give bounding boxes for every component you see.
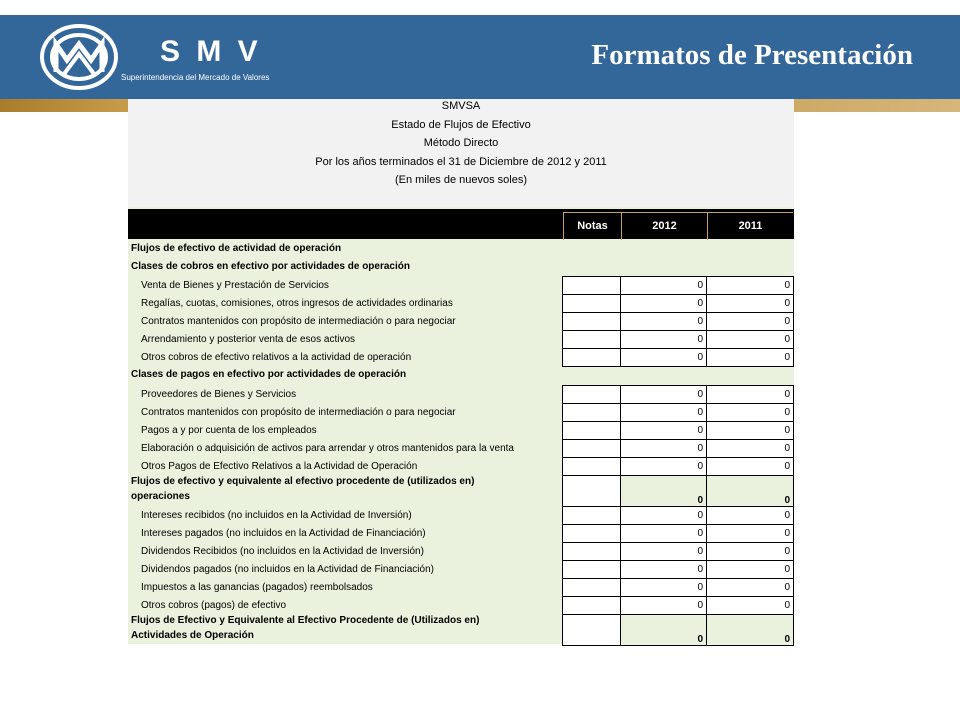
value-2011-cell: 0: [706, 348, 794, 367]
line-item-row: [128, 542, 794, 560]
value-2012-cell: 0: [620, 330, 707, 349]
row-label: Contratos mantenidos con propósito de intermediación o para negociar: [141, 316, 456, 327]
notas-cell: [562, 385, 621, 404]
value-2011-cell: 0: [706, 506, 794, 525]
row-label: Clases de pagos en efectivo por actividades de operación: [131, 369, 407, 380]
value-2011-cell: 0: [706, 330, 794, 349]
row-label: Intereses recibidos (no incluidos en la Actividad de Inversión): [141, 510, 412, 521]
column-header-2012: 2012: [621, 212, 707, 240]
line-item-row: [128, 421, 794, 439]
value-2011-cell: 0: [706, 294, 794, 313]
notas-cell: [562, 560, 621, 579]
notas-cell: [562, 614, 621, 646]
row-label-continued: operaciones: [131, 491, 190, 502]
logo-subtitle: Superintendencia del Mercado de Valores: [121, 73, 270, 82]
row-label: Elaboración o adquisición de activos para arrendar y otros mantenidos para la venta: [141, 443, 514, 454]
value-2011-cell: 0: [706, 596, 794, 615]
row-label: Otros cobros (pagos) de efectivo: [141, 600, 287, 611]
value-2012-cell: 0: [620, 475, 707, 507]
notas-cell: [562, 578, 621, 597]
row-label: Impuestos a las ganancias (pagados) reembolsados: [141, 582, 373, 593]
row-label: Otros cobros de efectivo relativos a la actividad de operación: [141, 352, 412, 363]
row-label: Proveedores de Bienes y Servicios: [141, 389, 297, 400]
line-item-row: [128, 506, 794, 524]
line-item-row: [128, 385, 794, 403]
row-label: Otros Pagos de Efectivo Relativos a la Actividad de Operación: [141, 461, 418, 472]
cash-flow-statement: [128, 99, 794, 644]
statement-period: Por los años terminados el 31 de Diciembre de 2012 y 2011: [315, 156, 607, 168]
statement-title-block: [128, 99, 794, 207]
section-header-row: [128, 369, 794, 382]
logo-text: S M V: [160, 35, 262, 68]
value-2011-cell: 0: [706, 524, 794, 543]
notas-cell: [562, 475, 621, 507]
row-label: Intereses pagados (no incluidos en la Actividad de Financiación): [141, 528, 426, 539]
value-2012-cell: 0: [620, 385, 707, 404]
value-2012-cell: 0: [620, 542, 707, 561]
row-label: Dividendos Recibidos (no incluidos en la Actividad de Inversión): [141, 546, 424, 557]
line-item-row: [128, 524, 794, 542]
notas-cell: [562, 421, 621, 440]
value-2012-cell: 0: [620, 560, 707, 579]
line-item-row: [128, 348, 794, 366]
notas-cell: [562, 506, 621, 525]
value-2012-cell: 0: [620, 614, 707, 646]
value-2011-cell: 0: [706, 475, 794, 507]
value-2011-cell: 0: [706, 578, 794, 597]
section-header-row: [128, 261, 794, 274]
subtotal-row: [128, 475, 794, 506]
row-label: Clases de cobros en efectivo por actividades de operación: [131, 261, 410, 272]
value-2012-cell: 0: [620, 457, 707, 476]
row-label-continued: Actividades de Operación: [131, 630, 254, 641]
value-2012-cell: 0: [620, 348, 707, 367]
notas-cell: [562, 294, 621, 313]
value-2011-cell: 0: [706, 276, 794, 295]
notas-cell: [562, 403, 621, 422]
value-2012-cell: 0: [620, 421, 707, 440]
statement-units: (En miles de nuevos soles): [394, 174, 528, 186]
line-item-row: [128, 276, 794, 294]
line-item-row: [128, 403, 794, 421]
row-label: Pagos a y por cuenta de los empleados: [141, 425, 317, 436]
notas-cell: [562, 330, 621, 349]
line-item-row: [128, 457, 794, 475]
value-2012-cell: 0: [620, 294, 707, 313]
value-2011-cell: 0: [706, 614, 794, 646]
value-2011-cell: 0: [706, 312, 794, 331]
row-label: Flujos de Efectivo y Equivalente al Efectivo Procedente de (Utilizados en): [131, 615, 480, 626]
row-label: Arrendamiento y posterior venta de esos activos: [141, 334, 355, 345]
line-item-row: [128, 578, 794, 596]
row-label: Flujos de efectivo y equivalente al efectivo procedente de (utilizados en): [131, 476, 475, 487]
subtotal-row: [128, 614, 794, 645]
value-2012-cell: 0: [620, 403, 707, 422]
page-title: Formatos de Presentación: [591, 39, 913, 71]
notas-cell: [562, 457, 621, 476]
value-2011-cell: 0: [706, 439, 794, 458]
value-2012-cell: 0: [620, 578, 707, 597]
company-name: SMVSA: [441, 100, 481, 112]
notas-cell: [562, 348, 621, 367]
statement-method: Método Directo: [423, 137, 499, 149]
notas-cell: [562, 276, 621, 295]
value-2012-cell: 0: [620, 506, 707, 525]
value-2012-cell: 0: [620, 596, 707, 615]
column-header-notas: Notas: [563, 212, 621, 240]
smv-logo-icon: [40, 24, 118, 90]
line-item-row: [128, 560, 794, 578]
value-2012-cell: 0: [620, 524, 707, 543]
value-2011-cell: 0: [706, 385, 794, 404]
section-header-row: [128, 243, 794, 256]
line-item-row: [128, 330, 794, 348]
value-2011-cell: 0: [706, 403, 794, 422]
row-label: Regalías, cuotas, comisiones, otros ingresos de actividades ordinarias: [141, 298, 453, 309]
notas-cell: [562, 596, 621, 615]
row-label: Contratos mantenidos con propósito de intermediación o para negociar: [141, 407, 456, 418]
line-item-row: [128, 596, 794, 614]
statement-name: Estado de Flujos de Efectivo: [391, 119, 531, 131]
line-item-row: [128, 439, 794, 457]
notas-cell: [562, 524, 621, 543]
column-header-2011: 2011: [707, 212, 793, 240]
notas-cell: [562, 439, 621, 458]
value-2011-cell: 0: [706, 421, 794, 440]
value-2012-cell: 0: [620, 276, 707, 295]
value-2012-cell: 0: [620, 439, 707, 458]
value-2011-cell: 0: [706, 560, 794, 579]
value-2011-cell: 0: [706, 542, 794, 561]
notas-cell: [562, 542, 621, 561]
row-label: Dividendos pagados (no incluidos en la Actividad de Financiación): [141, 564, 434, 575]
value-2011-cell: 0: [706, 457, 794, 476]
row-label: Flujos de efectivo de actividad de operación: [131, 243, 342, 254]
line-item-row: [128, 312, 794, 330]
notas-cell: [562, 312, 621, 331]
row-label: Venta de Bienes y Prestación de Servicios: [141, 280, 329, 291]
value-2012-cell: 0: [620, 312, 707, 331]
line-item-row: [128, 294, 794, 312]
